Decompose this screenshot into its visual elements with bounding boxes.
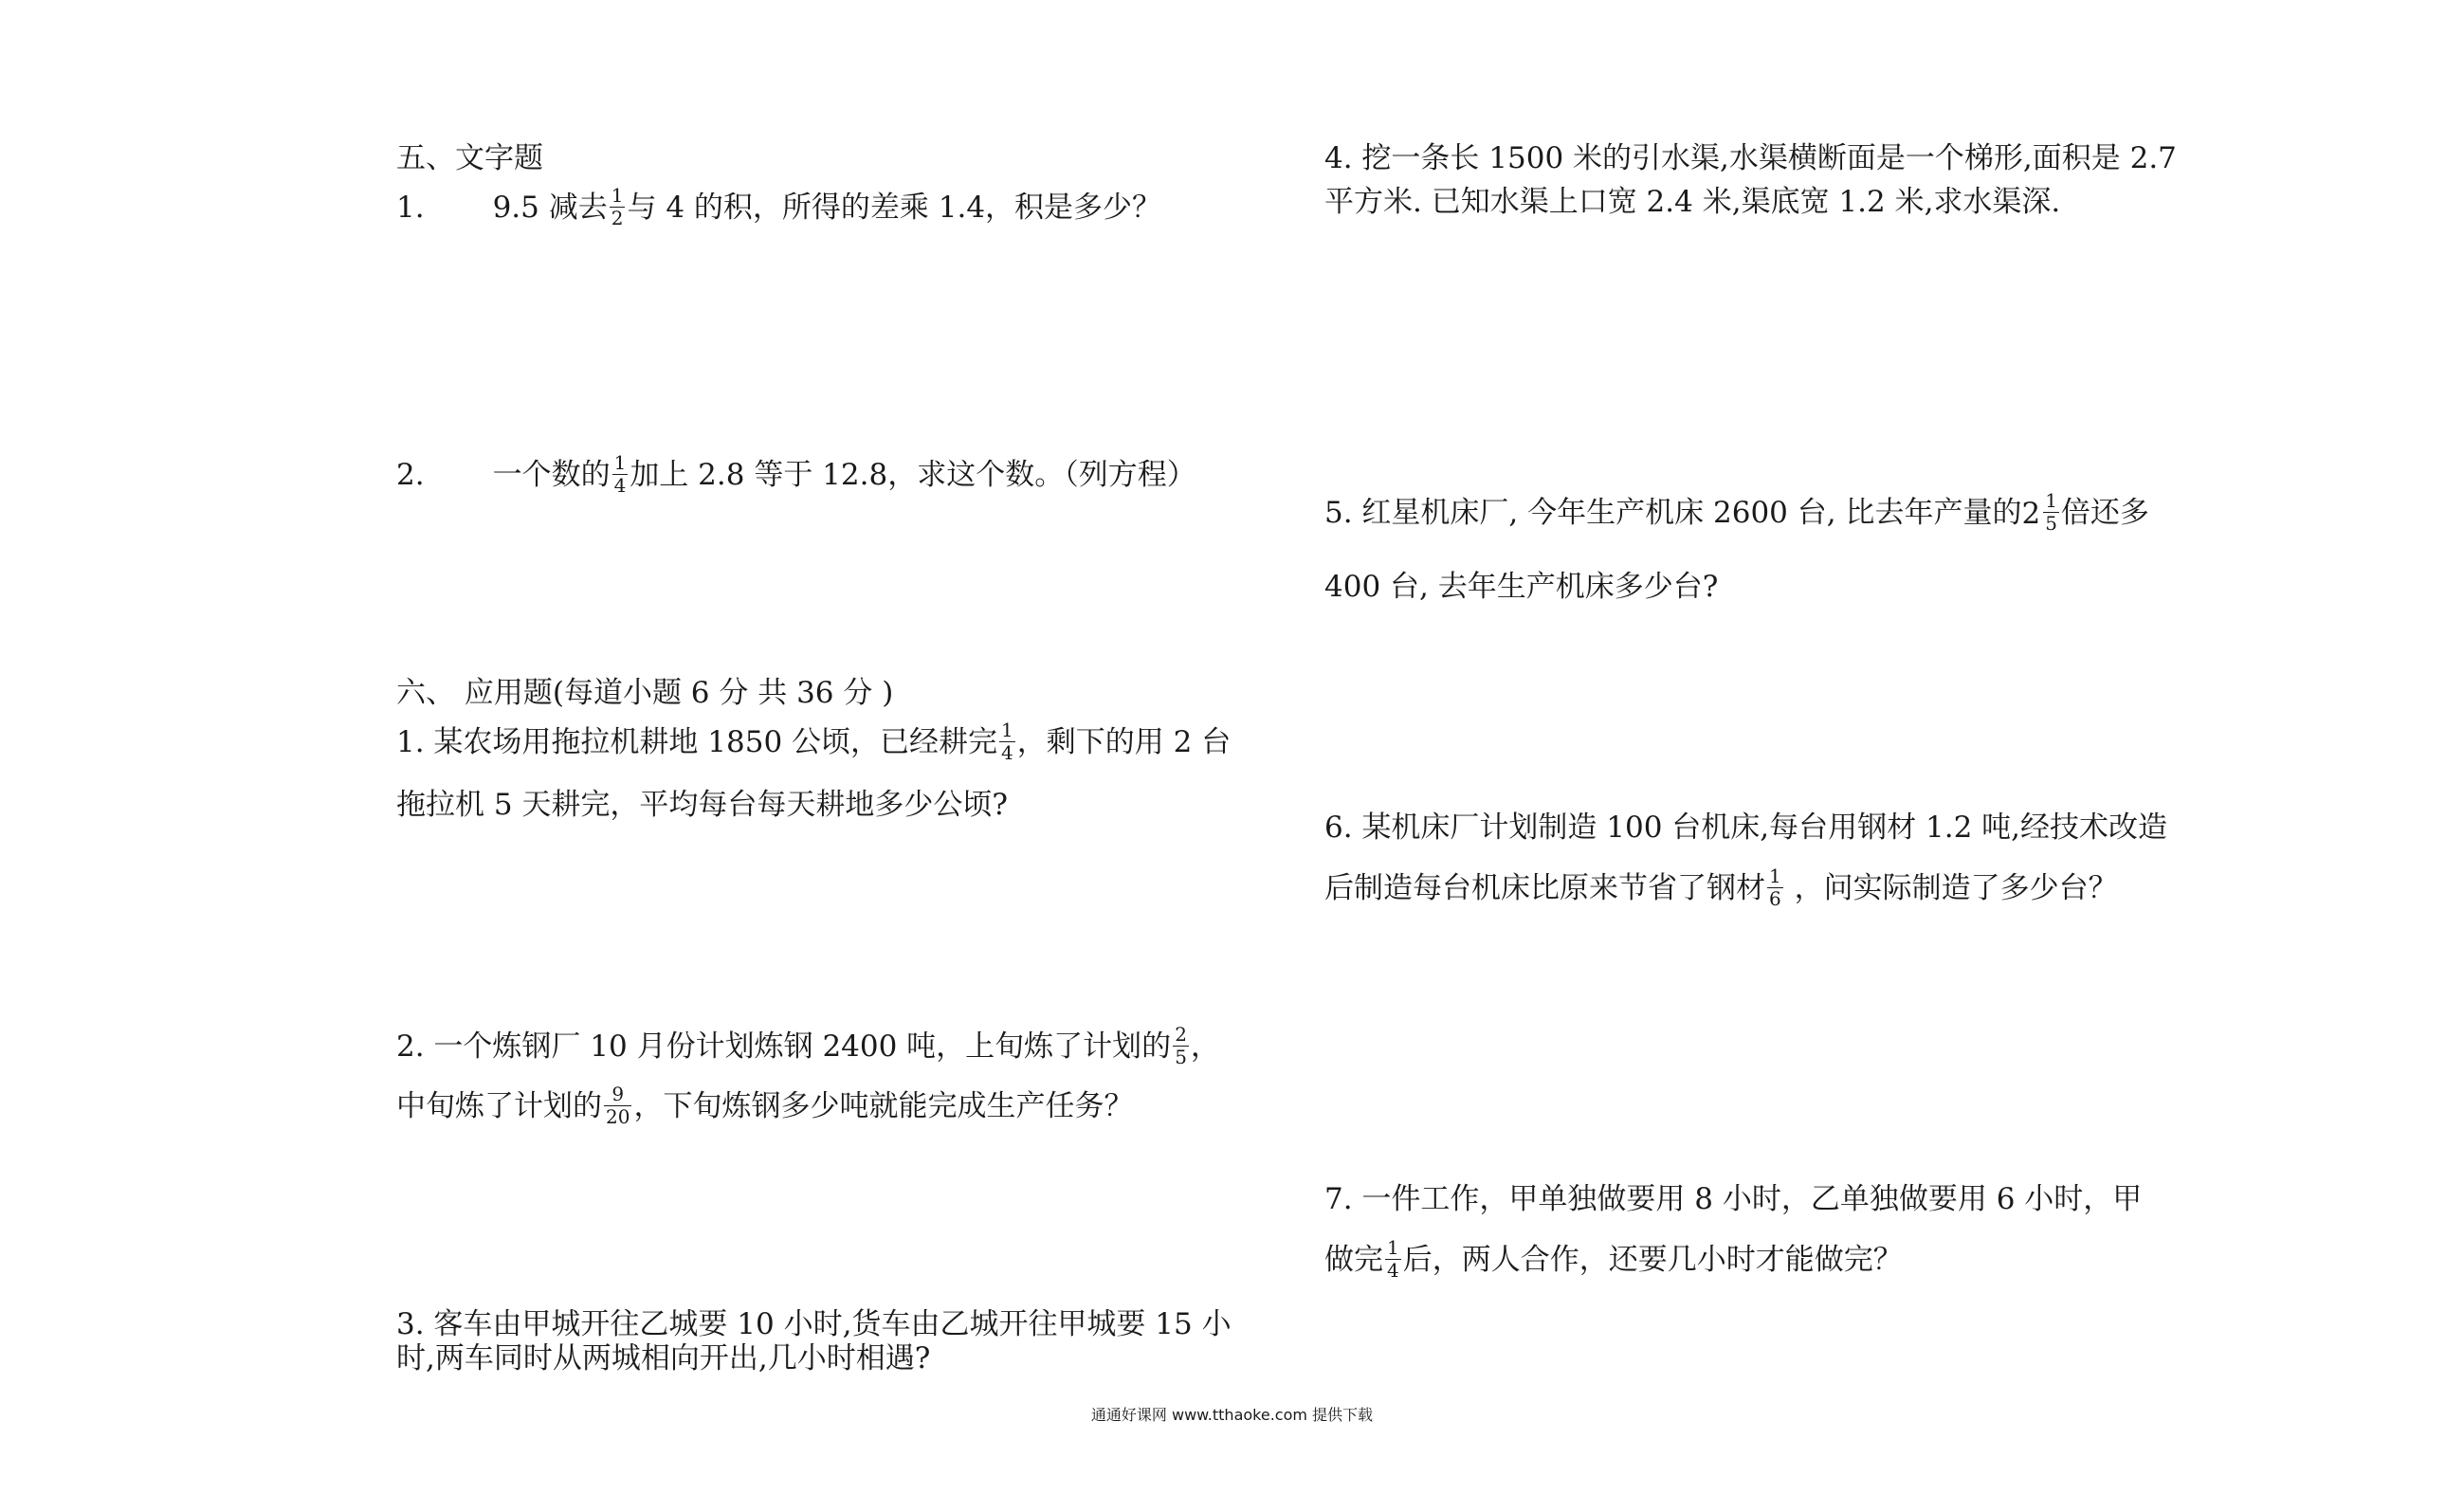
fraction-denominator: 4 xyxy=(1387,1259,1399,1282)
q-text: 中旬炼了计划的 xyxy=(396,1089,602,1123)
q6-line2 xyxy=(1324,865,2118,911)
q-number: 1. xyxy=(396,191,425,225)
section5-q1 xyxy=(396,184,1162,230)
fraction-numerator: 9 xyxy=(611,1083,625,1105)
q-text: 加上 2.8 等于 12.8，求这个数。（列方程） xyxy=(630,458,1196,492)
q-text: ，剩下的用 2 台 xyxy=(1016,725,1232,759)
fraction-numerator: 1 xyxy=(1769,865,1781,887)
fraction xyxy=(1385,1238,1401,1281)
mixed-number xyxy=(2021,489,2060,536)
q-text: 做完 xyxy=(1324,1243,1383,1277)
section6-q3-line1: 3. 客车由甲城开往乙城要 10 小时,货车由乙城开往甲城要 15 小 xyxy=(396,1307,1232,1341)
fraction-denominator: 5 xyxy=(2045,512,2057,535)
fraction-numerator: 1 xyxy=(1001,719,1013,741)
section6-q2-line1 xyxy=(396,1023,1220,1069)
q-text: ，问实际制造了多少台？ xyxy=(1784,871,2118,905)
q5-line1 xyxy=(1324,489,2149,536)
fraction xyxy=(610,186,626,228)
fraction-denominator: 6 xyxy=(1769,887,1781,910)
q-text: 倍还多 xyxy=(2060,496,2149,530)
fraction xyxy=(604,1084,631,1127)
section6-q2-line2 xyxy=(396,1083,1134,1129)
section6-q1-line1 xyxy=(396,719,1232,765)
q-text: 2. 一个炼钢厂 10 月份计划炼钢 2400 吨，上旬炼了计划的 xyxy=(396,1029,1172,1064)
q-text: 后制造每台机床比原来节省了钢材 xyxy=(1324,871,1765,905)
fraction xyxy=(612,453,629,496)
section6-title: 六、 应用题(每道小题 6 分 共 36 分 ) xyxy=(396,676,894,710)
fraction-denominator: 20 xyxy=(606,1105,630,1128)
q7-line1: 7. 一件工作，甲单独做要用 8 小时，乙单独做要用 6 小时，甲 xyxy=(1324,1182,2143,1216)
section6-q1-line2: 拖拉机 5 天耕完，平均每台每天耕地多少公顷? xyxy=(396,788,1009,822)
fraction xyxy=(1173,1025,1189,1067)
section6-q3-line2: 时,两车同时从两城相向开出,几小时相遇? xyxy=(396,1341,931,1375)
fraction-numerator: 1 xyxy=(611,184,624,207)
q-text: 9.5 减去 xyxy=(492,191,608,225)
fraction-numerator: 1 xyxy=(2045,489,2057,512)
q5-line2: 400 台, 去年生产机床多少台? xyxy=(1324,570,1719,604)
fraction xyxy=(999,720,1015,763)
q-text: ，下旬炼钢多少吨就能完成生产任务？ xyxy=(633,1089,1134,1123)
fraction-denominator: 5 xyxy=(1175,1046,1187,1068)
fraction-denominator: 4 xyxy=(1001,741,1013,764)
q4-line1: 4. 挖一条长 1500 米的引水渠,水渠横断面是一个梯形,面积是 2.7 xyxy=(1324,141,2177,175)
mixed-whole: 2 xyxy=(2021,497,2041,531)
q6-line1: 6. 某机床厂计划制造 100 台机床,每台用钢材 1.2 吨,经技术改造 xyxy=(1324,811,2168,845)
q-text: 一个数的 xyxy=(492,458,611,492)
q-text: 1. 某农场用拖拉机耕地 1850 公顷，已经耕完 xyxy=(396,725,998,759)
section5-q2 xyxy=(396,451,1196,498)
q4-line2: 平方米. 已知水渠上口宽 2.4 米,渠底宽 1.2 米,求水渠深. xyxy=(1324,185,2061,219)
fraction xyxy=(1767,866,1783,909)
fraction-denominator: 2 xyxy=(611,207,624,229)
section5-title: 五、文字题 xyxy=(396,141,543,175)
fraction-numerator: 1 xyxy=(1387,1236,1399,1259)
q7-line2 xyxy=(1324,1236,1903,1283)
fraction-denominator: 4 xyxy=(613,474,627,497)
fraction-numerator: 1 xyxy=(613,451,627,474)
fraction xyxy=(2043,491,2059,534)
q-number: 2. xyxy=(396,458,425,492)
q-text: 后，两人合作，还要几小时才能做完？ xyxy=(1402,1243,1903,1277)
q-text: 与 4 的积，所得的差乘 1.4，积是多少？ xyxy=(627,191,1162,225)
fraction-numerator: 2 xyxy=(1175,1023,1187,1046)
q-text: 5. 红星机床厂, 今年生产机床 2600 台, 比去年产量的 xyxy=(1324,496,2022,530)
page-footer: 通通好课网 www.tthaoke.com 提供下载 xyxy=(1090,1406,1374,1424)
q-text: ， xyxy=(1190,1029,1220,1064)
